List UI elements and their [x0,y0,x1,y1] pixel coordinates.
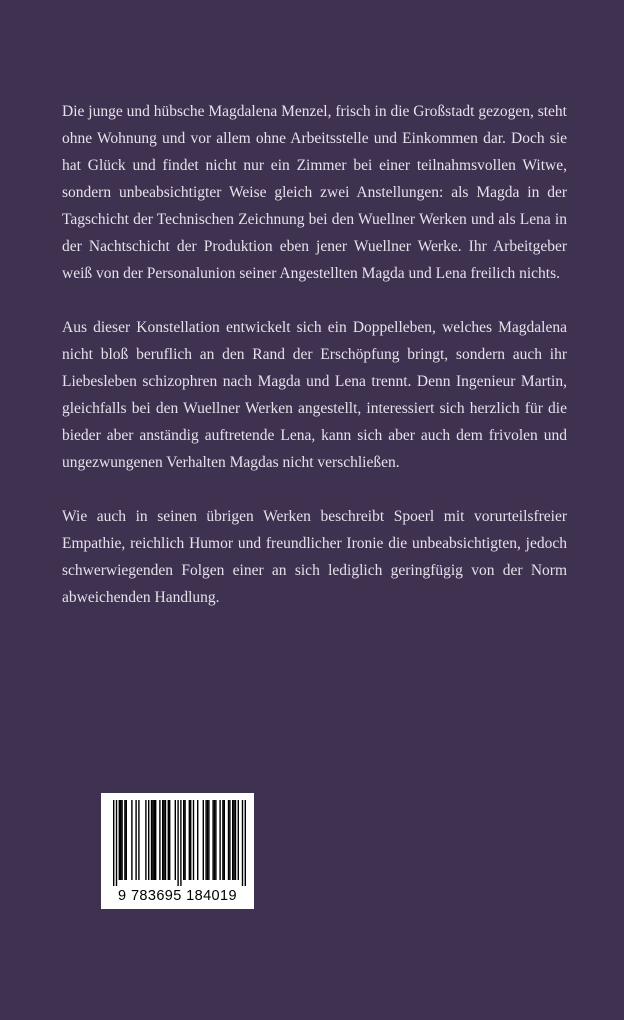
barcode-bar [228,800,229,880]
barcode-bar [180,800,181,886]
barcode-bar [165,800,166,880]
barcode-bar [215,800,216,880]
barcode-bar [168,800,169,880]
barcode-bar [190,800,191,880]
barcode-bar [169,800,170,880]
barcode-bar [154,800,155,880]
barcode-bar [162,800,163,880]
barcode-bar [219,800,220,880]
barcode-bar [233,800,234,880]
barcode-bar [222,800,223,880]
barcode-bar [238,800,239,880]
barcode-bar [163,800,164,880]
barcode-bar [126,800,127,880]
barcode-bar [242,800,243,886]
barcode-bar [119,800,120,880]
barcode-bar [229,800,230,880]
barcode-bar [203,800,204,880]
barcode-bar [152,800,153,880]
barcode-bar [245,800,246,886]
blurb-paragraph-1: Die junge und hübsche Magdalena Menzel, frisch in die Großstadt gezogen, steht ohne Wohnung und vor allem ohne Arbeitsstelle und Einkommen dar. Doch sie hat Glück und findet nicht nur ein Zimmer bei einer teilnahmsvollen Witwe, sondern unbeabsichtigter Weise gleich zwei Anstellungen: als Magda in der Tagschicht der Technischen Zeichnung bei den Wuellner Werken und als Lena in der Nachtschicht der Produktion eben jener Wuellner Werke. Ihr Arbeitgeber weiß von der Personalunion seiner Angestellten Magda und Lena freilich nichts. [62,103,567,282]
isbn-barcode [101,793,254,909]
barcode-bar [235,800,236,880]
barcode-bar [193,800,194,880]
barcode-bar [177,800,178,886]
barcode-bar [214,800,215,880]
barcode-bar [197,800,198,880]
blurb-paragraph-3: Wie auch in seinen übrigen Werken beschreibt Spoerl mit vorurteilsfreier Empathie, reichlich Humor und freundlicher Ironie die unbeabsichtigten, jedoch schwerwiegenden Folgen einer an sich lediglich geringfügig von der Norm abweichenden Handlung. [62,508,567,606]
barcode-bar [151,800,152,880]
blurb-paragraph-2: Aus dieser Konstellation entwickelt sich ein Doppelleben, welches Magdalena nicht bloß beruflich an den Rand der Erschöpfung bringt, sondern auch ihr Liebesleben schizophren nach Magda und Lena trennt. Denn Ingenieur Martin, gleichfalls bei den Wuellner Werken angestellt, interessiert sich herzlich für die bieder aber anständig auftretende Lena, kann sich aber auch dem frivolen und ungezwungenen Verhalten Magdas nicht verschließen. [62,319,567,471]
barcode-bar [208,800,209,880]
barcode-bar [207,800,208,880]
barcode-bar [184,800,185,880]
barcode-bar [175,800,176,880]
barcode-bar [120,800,121,880]
barcode-bar [131,800,132,880]
barcode-bar [116,800,117,886]
isbn-number: 9 783695 184019 [118,888,237,904]
back-cover-blurb [62,98,567,638]
barcode-bar [113,800,114,886]
barcode-bar [145,800,146,880]
barcode-bar [205,800,206,880]
barcode-bar [148,800,149,880]
barcode-bar [124,800,125,880]
barcode-bar [138,800,139,880]
barcode-bar [212,800,213,880]
barcode-bar [155,800,156,880]
barcode-bar [135,800,136,880]
barcode-bar [183,800,184,880]
barcode-bar [159,800,160,880]
barcode-bar [224,800,225,880]
barcode-bar [232,800,233,880]
barcode-bar [121,800,122,880]
barcode-bar [189,800,190,880]
